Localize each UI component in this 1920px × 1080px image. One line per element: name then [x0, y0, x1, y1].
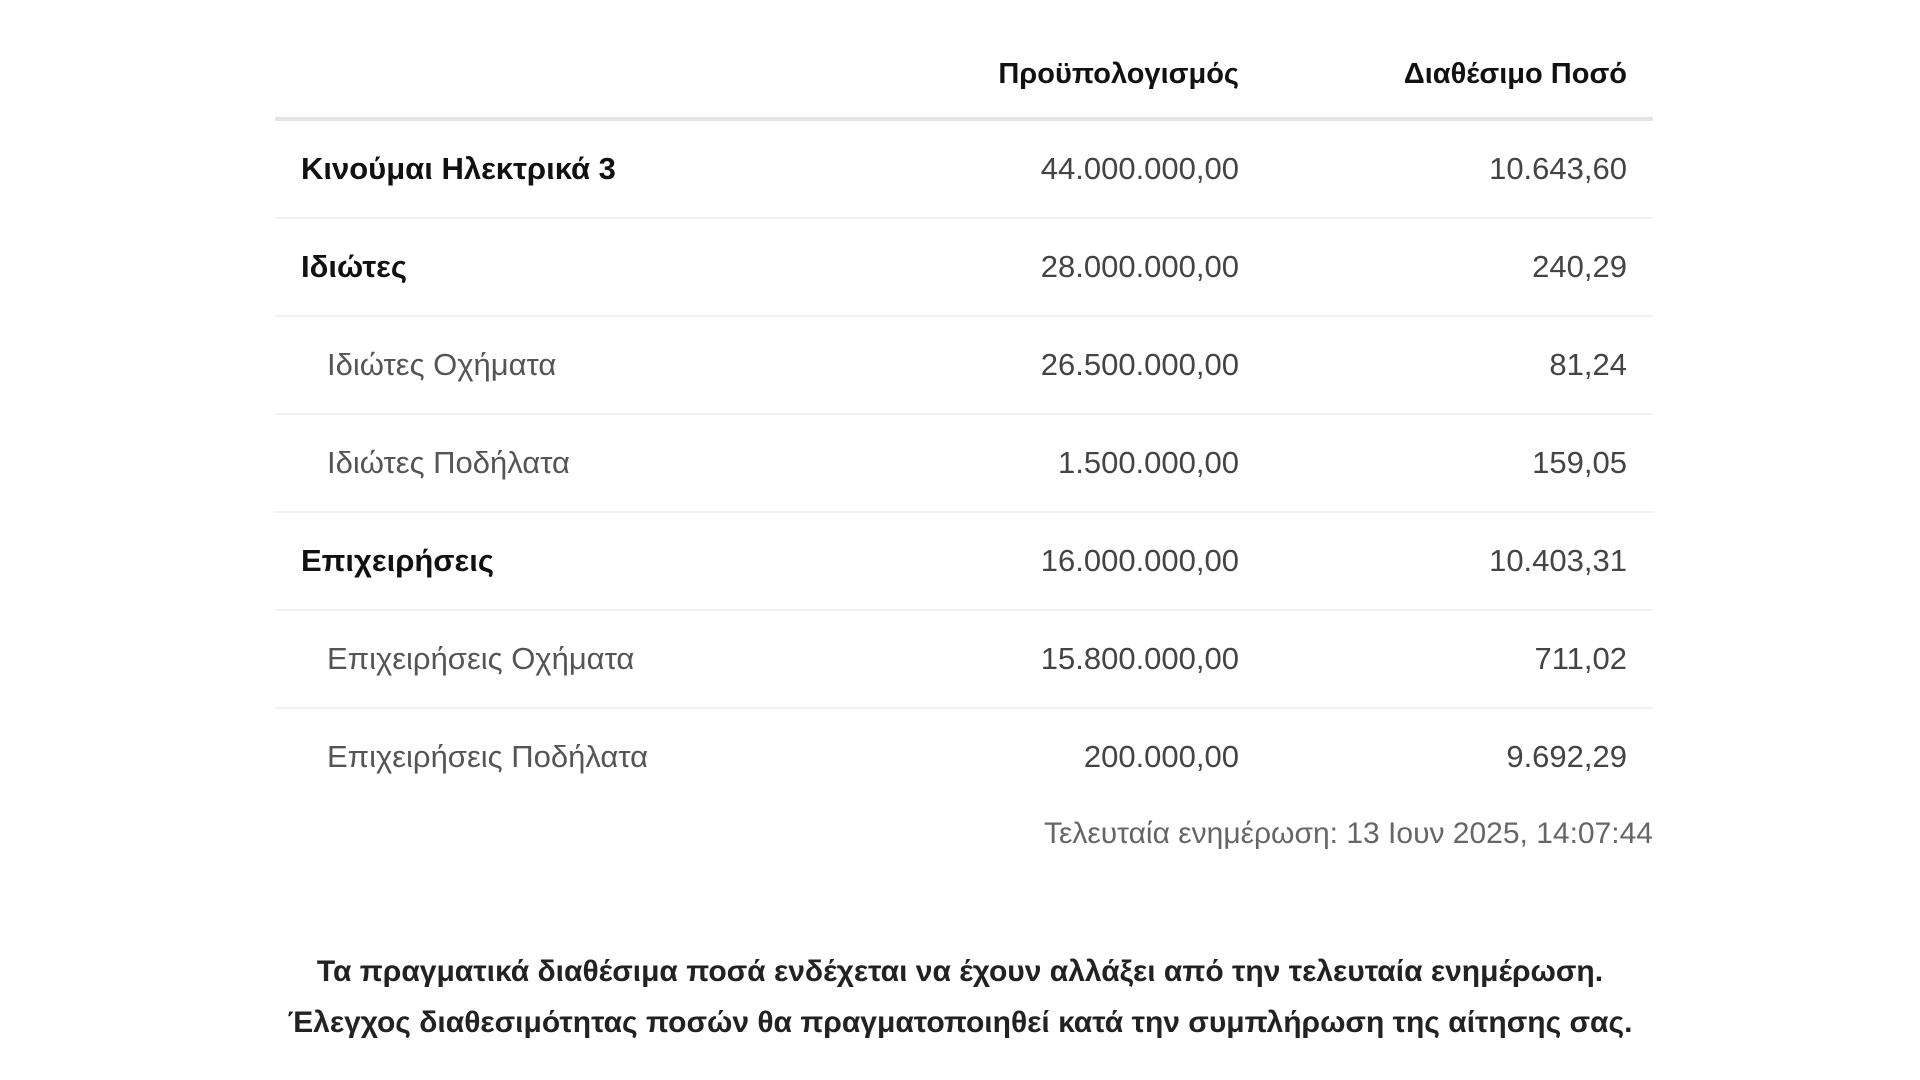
header-budget: Προϋπολογισμός	[835, 32, 1265, 119]
header-name	[275, 32, 835, 119]
table-row	[275, 218, 1653, 316]
header-available: Διαθέσιμο Ποσό	[1265, 32, 1653, 119]
row-budget: 26.500.000,00	[835, 316, 1265, 414]
row-available: 240,29	[1265, 218, 1653, 316]
table-row	[275, 414, 1653, 512]
row-available: 159,05	[1265, 414, 1653, 512]
row-name: Ιδιώτες Οχήματα	[275, 316, 835, 414]
row-available: 81,24	[1265, 316, 1653, 414]
row-name: Κινούμαι Ηλεκτρικά 3	[275, 119, 835, 218]
row-available: 10.403,31	[1265, 512, 1653, 610]
row-name: Επιχειρήσεις	[275, 512, 835, 610]
row-available: 10.643,60	[1265, 119, 1653, 218]
row-budget: 44.000.000,00	[835, 119, 1265, 218]
budget-table	[275, 32, 1653, 805]
row-name: Επιχειρήσεις Ποδήλατα	[327, 739, 649, 774]
row-budget: 16.000.000,00	[835, 512, 1265, 610]
table-header-row	[275, 32, 1653, 119]
row-budget: 28.000.000,00	[835, 218, 1265, 316]
last-update-text: Τελευταία ενημέρωση: 13 Ιουν 2025, 14:07:44	[1043, 817, 1653, 850]
availability-notice	[0, 946, 1920, 1048]
table-row	[275, 316, 1653, 414]
row-budget: 1.500.000,00	[835, 414, 1265, 512]
row-available: 711,02	[1265, 610, 1653, 708]
table-row	[275, 708, 1653, 805]
table-row	[275, 512, 1653, 610]
budget-panel	[275, 32, 1653, 851]
table-row	[275, 610, 1653, 708]
row-name: Επιχειρήσεις Οχήματα	[275, 610, 835, 708]
notice-line-1: Τα πραγματικά διαθέσιμα ποσά ενδέχεται να έχουν αλλάξει από την τελευταία ενημέρωση.	[316, 955, 1604, 988]
row-name: Ιδιώτες Ποδήλατα	[275, 414, 835, 512]
notice-line-2: Έλεγχος διαθεσιμότητας ποσών θα πραγματοποιηθεί κατά την συμπλήρωση της αίτησης σας.	[287, 1006, 1633, 1039]
row-available: 9.692,29	[1506, 739, 1627, 774]
table-row	[275, 119, 1653, 218]
row-budget: 200.000,00	[1083, 739, 1239, 774]
row-budget: 15.800.000,00	[835, 610, 1265, 708]
row-name: Ιδιώτες	[275, 218, 835, 316]
